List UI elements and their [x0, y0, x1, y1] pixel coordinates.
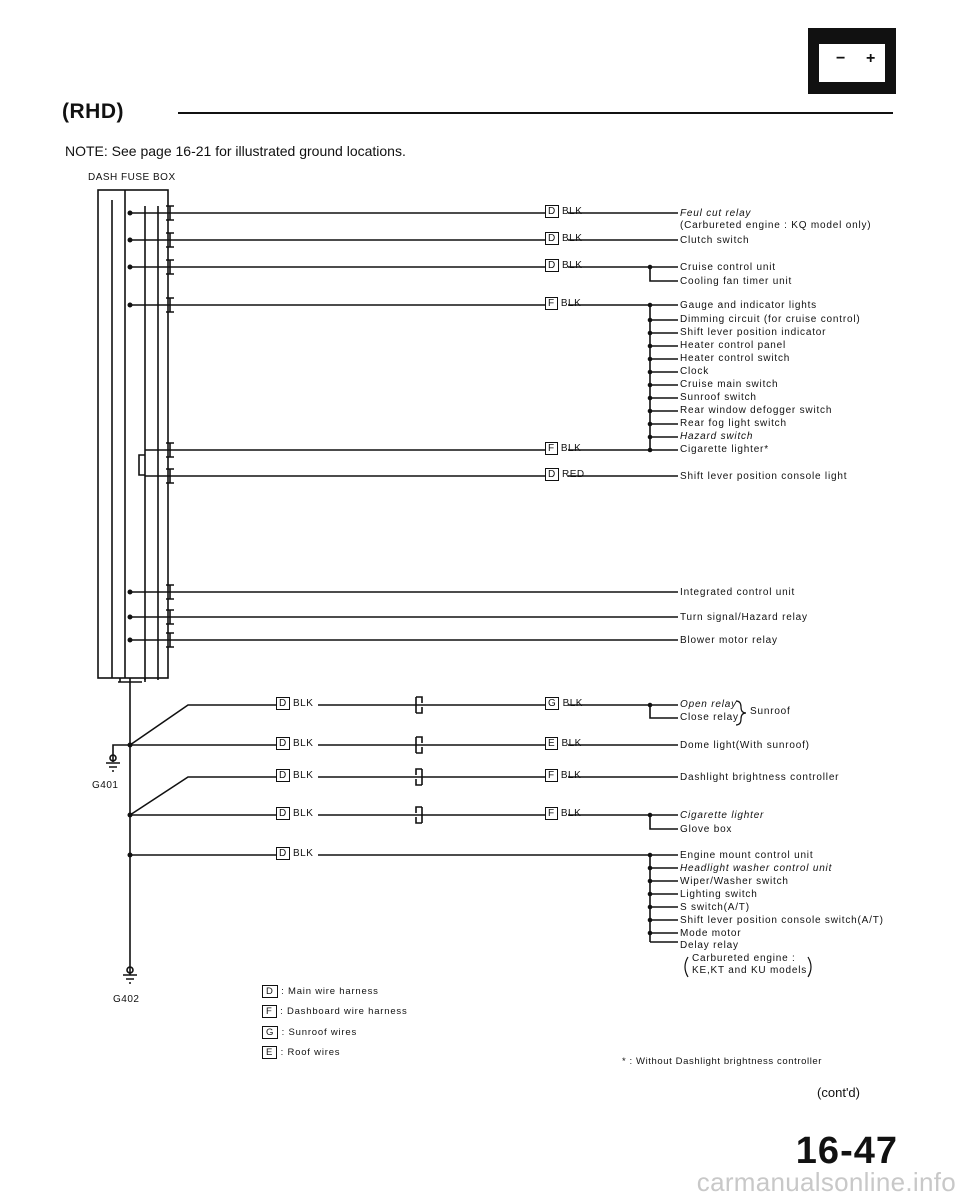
circuit-label: Open relay: [680, 699, 737, 710]
circuit-label: Cigarette lighter*: [680, 444, 769, 455]
connector-tag: F BLK: [545, 808, 581, 819]
page-number: 16-47: [795, 1130, 898, 1172]
circuit-label: Mode motor: [680, 928, 742, 939]
legend-item: G : Sunroof wires: [262, 1027, 357, 1038]
circuit-label: Shift lever position console light: [680, 471, 848, 482]
connector-tag: G BLK: [545, 698, 583, 709]
circuit-label: Close relay: [680, 712, 739, 723]
connector-tag: D RED: [545, 469, 585, 480]
connector-tag: F BLK: [545, 298, 581, 309]
circuit-note: KE,KT and KU models: [692, 965, 808, 976]
circuit-label: Lighting switch: [680, 889, 758, 900]
footnote: * : Without Dashlight brightness controller: [622, 1056, 823, 1067]
circuit-label: Dimming circuit (for cruise control): [680, 314, 861, 325]
connector-tag: D BLK: [276, 770, 313, 781]
connector-tag: D BLK: [276, 848, 313, 859]
page-title: (RHD): [62, 100, 124, 123]
legend-item: F : Dashboard wire harness: [262, 1006, 408, 1017]
connector-tag: D BLK: [545, 206, 582, 217]
circuit-label: Blower motor relay: [680, 635, 778, 646]
circuit-label: Cooling fan timer unit: [680, 276, 793, 287]
circuit-label: Dashlight brightness controller: [680, 772, 840, 783]
circuit-label: Clutch switch: [680, 235, 750, 246]
circuit-label: Glove box: [680, 824, 733, 835]
connector-tag: D BLK: [276, 808, 313, 819]
ground-label-g401: G401: [92, 780, 119, 791]
fuse-box-label: DASH FUSE BOX: [88, 172, 176, 183]
circuit-label: Headlight washer control unit: [680, 863, 833, 874]
circuit-label: Feul cut relay: [680, 208, 752, 219]
circuit-note: Carbureted engine :: [692, 953, 796, 964]
battery-icon: − +: [808, 28, 896, 94]
circuit-label: Gauge and indicator lights: [680, 300, 817, 311]
connector-tag: D BLK: [545, 260, 582, 271]
legend-item: E : Roof wires: [262, 1047, 340, 1058]
circuit-label: Cruise main switch: [680, 379, 779, 390]
circuit-label: Sunroof: [750, 706, 791, 717]
connector-tag: D BLK: [276, 698, 313, 709]
circuit-label: Turn signal/Hazard relay: [680, 612, 808, 623]
circuit-label: Rear fog light switch: [680, 418, 787, 429]
connector-tag: D BLK: [276, 738, 313, 749]
circuit-label: Integrated control unit: [680, 587, 796, 598]
circuit-label: Engine mount control unit: [680, 850, 814, 861]
legend-item: D : Main wire harness: [262, 986, 379, 997]
connector-tag: F BLK: [545, 770, 581, 781]
circuit-label: Sunroof switch: [680, 392, 757, 403]
watermark: carmanualsonline.info: [696, 1167, 956, 1197]
circuit-label: Cigarette lighter: [680, 810, 765, 821]
circuit-note: (Carbureted engine : KQ model only): [680, 220, 872, 231]
connector-tag: E BLK: [545, 738, 582, 749]
circuit-label: Cruise control unit: [680, 262, 776, 273]
note-text: NOTE: See page 16-21 for illustrated ground locations.: [65, 143, 406, 159]
ground-label-g402: G402: [113, 994, 140, 1005]
circuit-label: Shift lever position indicator: [680, 327, 827, 338]
circuit-label: Wiper/Washer switch: [680, 876, 789, 887]
circuit-label: S switch(A/T): [680, 902, 750, 913]
circuit-label: Hazard switch: [680, 431, 754, 442]
circuit-label: Heater control panel: [680, 340, 787, 351]
circuit-label: Dome light(With sunroof): [680, 740, 810, 751]
continued-label: (cont'd): [817, 1085, 860, 1100]
circuit-label: Delay relay: [680, 940, 739, 951]
circuit-label: Clock: [680, 366, 710, 377]
connector-tag: D BLK: [545, 233, 582, 244]
circuit-label: Shift lever position console switch(A/T): [680, 915, 884, 926]
circuit-label: Heater control switch: [680, 353, 791, 364]
connector-tag: F BLK: [545, 443, 581, 454]
circuit-label: Rear window defogger switch: [680, 405, 833, 416]
